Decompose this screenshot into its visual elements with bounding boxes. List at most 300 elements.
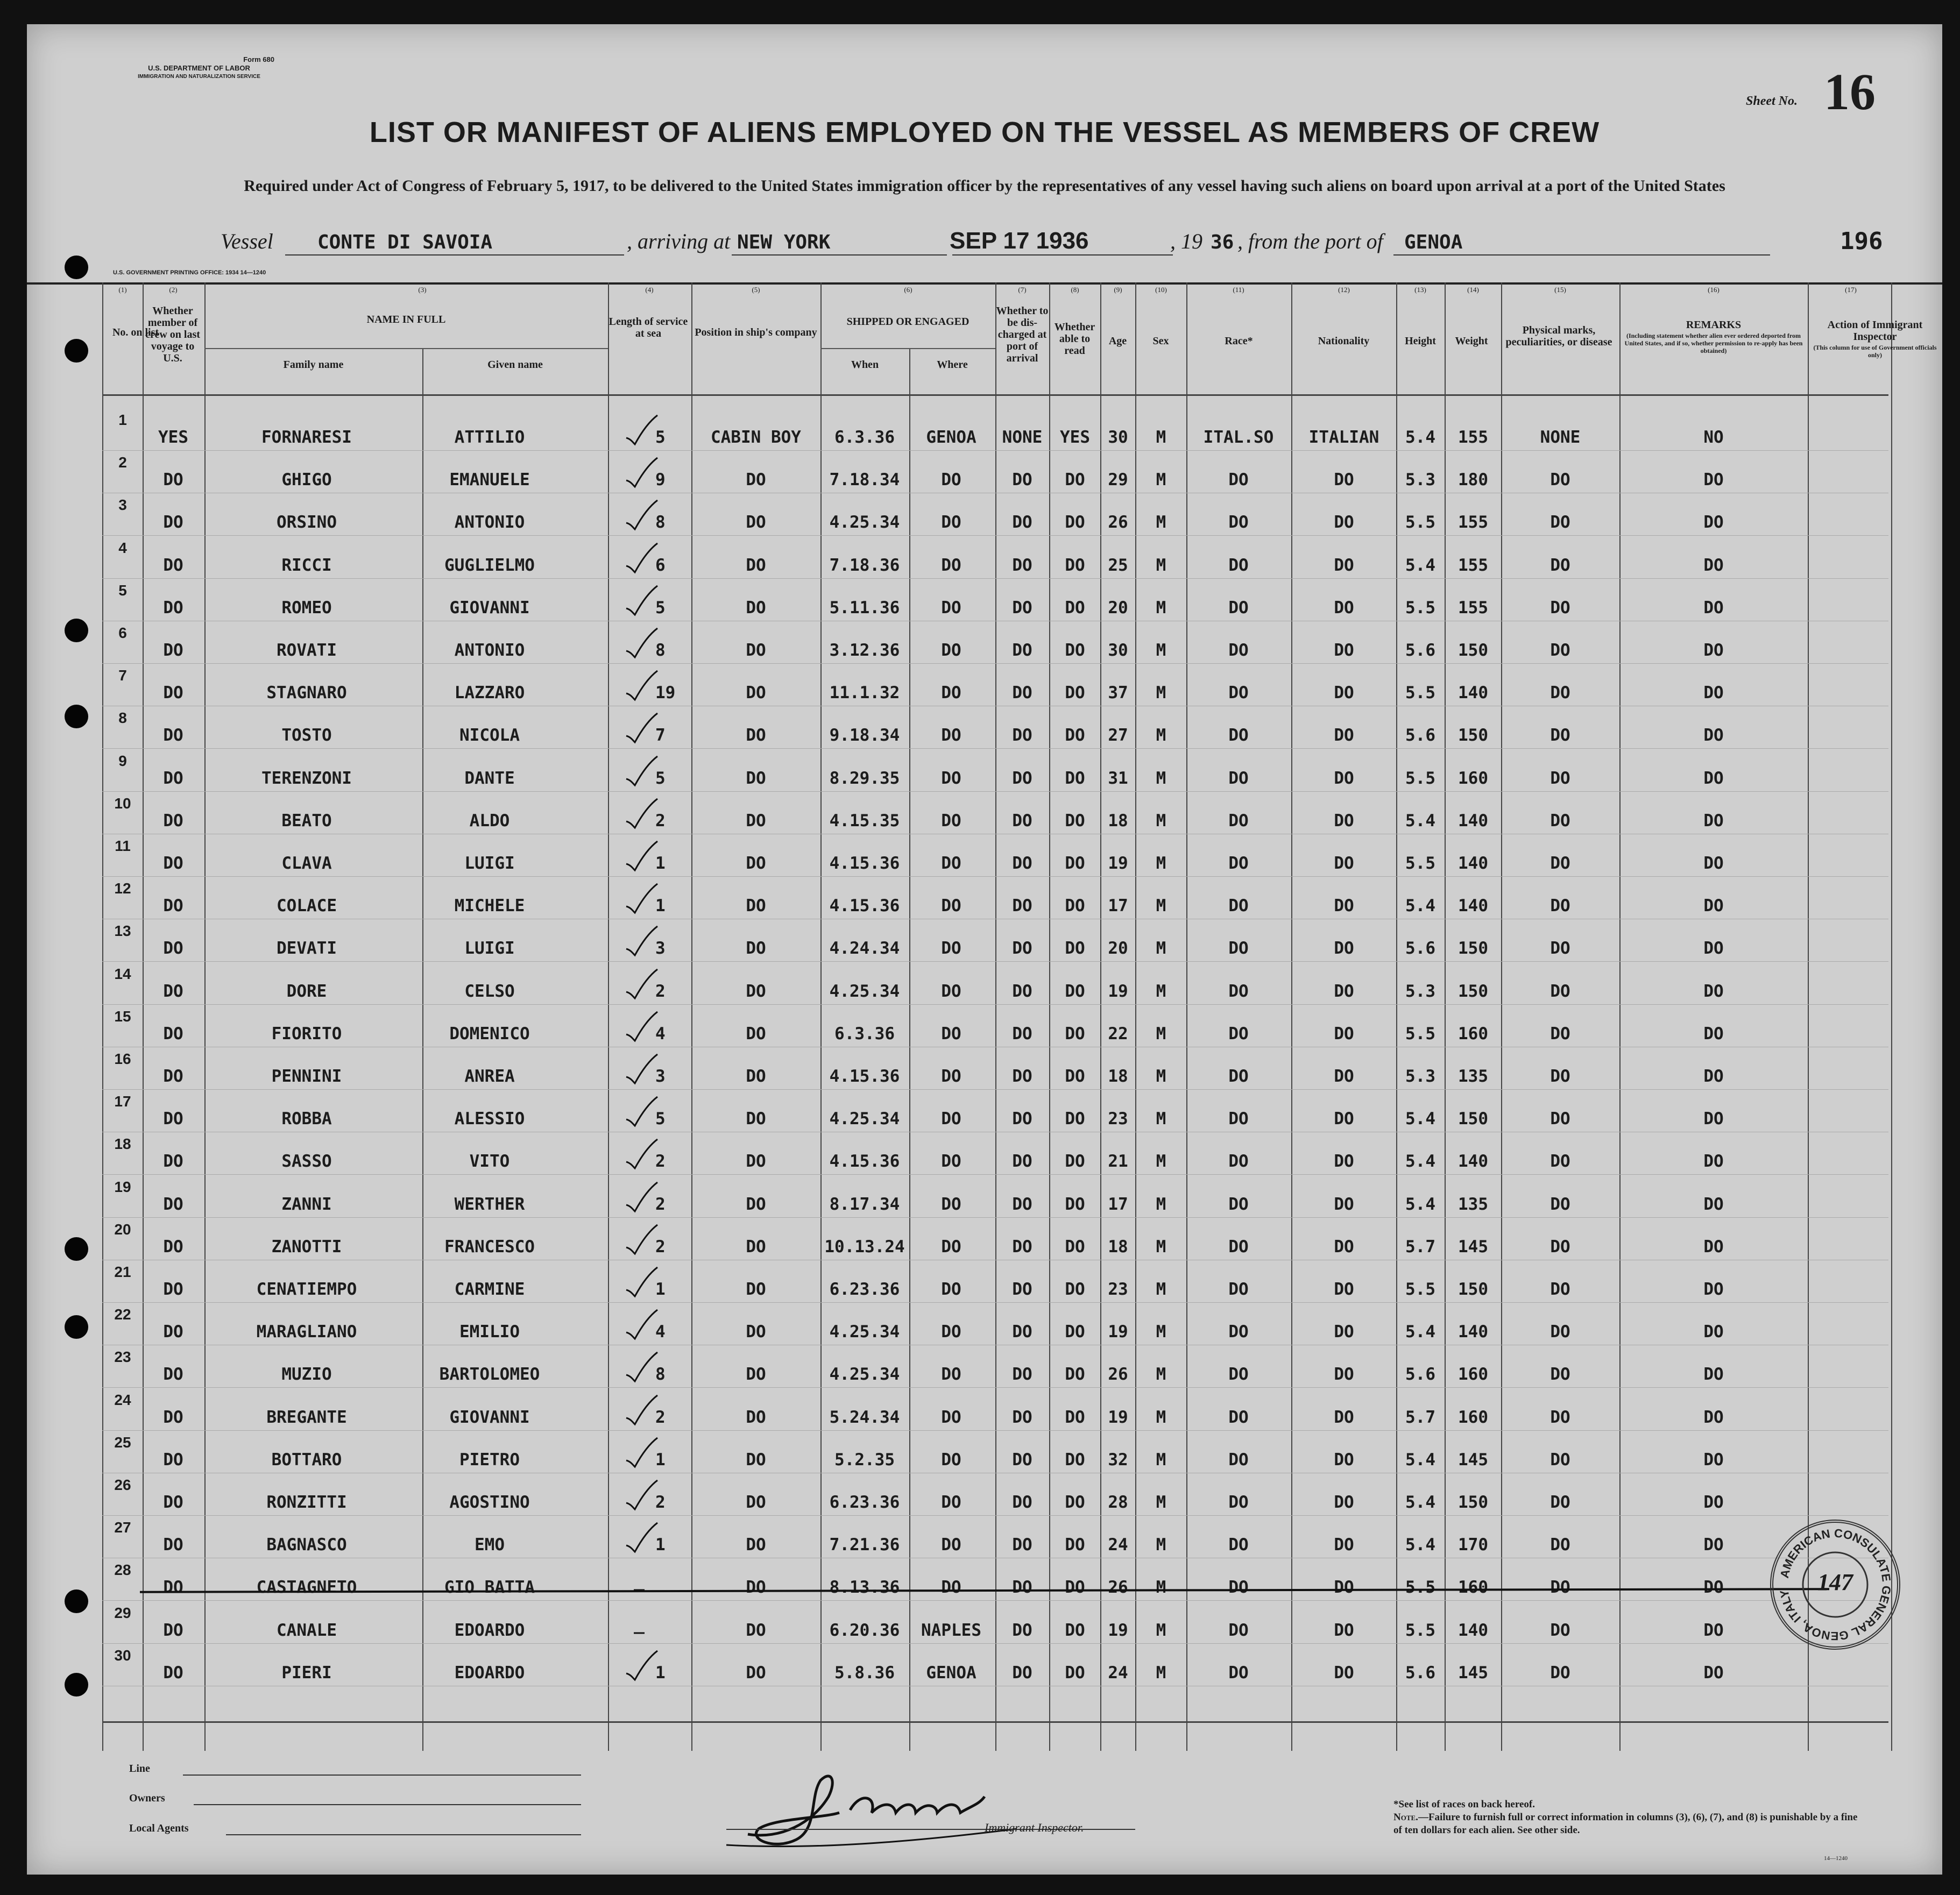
- cell-length: 1: [655, 896, 666, 916]
- cell-where: DO: [941, 1152, 961, 1172]
- cell-read: DO: [1065, 1067, 1085, 1086]
- column-divider: [1445, 282, 1446, 1751]
- cell-length: 2: [655, 1152, 666, 1172]
- cell-when: 4.25.34: [829, 1322, 900, 1342]
- column-divider: [102, 282, 103, 1751]
- column-divider: [691, 282, 692, 1751]
- cell-race: DO: [1228, 683, 1249, 703]
- cell-when: 4.25.34: [829, 513, 900, 533]
- row-number: 1: [118, 411, 127, 428]
- cell-sex: M: [1156, 768, 1166, 788]
- column-divider: [1186, 282, 1187, 1751]
- cell-length: 2: [655, 1237, 666, 1257]
- header-whether-member: Whether member of crew on last voyage to U.S.: [145, 305, 200, 364]
- cell-discharged: DO: [1012, 1194, 1032, 1214]
- cell-when: 3.12.36: [829, 641, 900, 660]
- svg-text:AMERICAN CONSULATE GENERAL GEN: AMERICAN CONSULATE GENERAL GENOA, ITALY: [1777, 1526, 1894, 1643]
- cell-discharged: DO: [1012, 1365, 1032, 1385]
- cell-physical: DO: [1550, 513, 1570, 533]
- cell-sex: M: [1156, 1407, 1166, 1427]
- column-number: (2): [169, 286, 178, 294]
- cell-position: DO: [746, 513, 766, 533]
- cell-nationality: DO: [1334, 1194, 1354, 1214]
- cell-family: BREGANTE: [266, 1407, 347, 1427]
- cell-nationality: DO: [1334, 1237, 1354, 1257]
- cell-age: 23: [1108, 1109, 1128, 1129]
- cell-family: STAGNARO: [266, 683, 347, 703]
- header-height: Height: [1405, 335, 1436, 347]
- cell-height: 5.6: [1405, 939, 1435, 959]
- cell-when: 8.29.35: [829, 768, 900, 788]
- cell-given: FRANCESCO: [444, 1237, 535, 1257]
- service-name: IMMIGRATION AND NATURALIZATION SERVICE: [138, 74, 260, 80]
- cell-position: DO: [746, 939, 766, 959]
- cell-position: DO: [746, 1365, 766, 1385]
- cell-weight: 160: [1458, 1024, 1488, 1044]
- row-rule: [102, 1217, 1888, 1218]
- cell-physical: DO: [1550, 683, 1570, 703]
- from-port: GENOA: [1404, 231, 1463, 253]
- cell-length: 2: [655, 1407, 666, 1427]
- cell-read: DO: [1065, 1450, 1085, 1470]
- cell-discharged: DO: [1012, 896, 1032, 916]
- cell-given: GUGLIELMO: [444, 555, 535, 575]
- cell-race: DO: [1228, 726, 1249, 746]
- cell-sex: M: [1156, 726, 1166, 746]
- cell-given: EMILIO: [459, 1322, 520, 1342]
- cell-read: DO: [1065, 555, 1085, 575]
- cell-remarks: DO: [1703, 1237, 1724, 1257]
- row-number: 2: [118, 454, 127, 471]
- cell-physical: DO: [1550, 811, 1570, 831]
- cell-member: DO: [163, 641, 183, 660]
- cell-discharged: DO: [1012, 1620, 1032, 1640]
- cell-length: 2: [655, 981, 666, 1001]
- year-suffix: 36: [1211, 231, 1234, 253]
- cell-remarks: DO: [1703, 1578, 1724, 1598]
- cell-position: CABIN BOY: [711, 428, 801, 447]
- header-position: Position in ship's company: [695, 327, 817, 338]
- sheet-number-label: Sheet No.: [1746, 94, 1798, 108]
- cell-nationality: DO: [1334, 683, 1354, 703]
- cell-when: 4.24.34: [829, 939, 900, 959]
- row-rule: [102, 578, 1888, 579]
- cell-where: DO: [941, 1535, 961, 1555]
- cell-height: 5.5: [1405, 598, 1435, 618]
- cell-weight: 135: [1458, 1194, 1488, 1214]
- header-name-in-full: NAME IN FULL: [366, 314, 446, 325]
- cell-sex: M: [1156, 1067, 1166, 1086]
- cell-given: AGOSTINO: [449, 1493, 530, 1512]
- cell-nationality: DO: [1334, 726, 1354, 746]
- cell-read: DO: [1065, 1280, 1085, 1299]
- cell-sex: M: [1156, 470, 1166, 490]
- cell-member: DO: [163, 1194, 183, 1214]
- column-number: (9): [1114, 286, 1122, 294]
- cell-member: DO: [163, 854, 183, 873]
- cell-family: ROBBA: [281, 1109, 332, 1129]
- cell-position: DO: [746, 1450, 766, 1470]
- cell-nationality: DO: [1334, 1067, 1354, 1086]
- cell-position: DO: [746, 1237, 766, 1257]
- cell-physical: DO: [1550, 1578, 1570, 1598]
- cell-family: ORSINO: [277, 513, 337, 533]
- cell-where: DO: [941, 1493, 961, 1512]
- check-mark-icon: [623, 1607, 661, 1645]
- cell-age: 22: [1108, 1024, 1128, 1044]
- from-port-label: , from the port of: [1237, 229, 1383, 253]
- cell-when: 6.20.36: [829, 1620, 900, 1640]
- cell-where: DO: [941, 811, 961, 831]
- cell-sex: M: [1156, 513, 1166, 533]
- column-number: (3): [418, 286, 427, 294]
- cell-given: DOMENICO: [449, 1024, 530, 1044]
- cell-read: DO: [1065, 1365, 1085, 1385]
- cell-read: DO: [1065, 1024, 1085, 1044]
- cell-age: 20: [1108, 598, 1128, 618]
- column-divider: [820, 282, 822, 1751]
- cell-remarks: DO: [1703, 470, 1724, 490]
- cell-age: 29: [1108, 470, 1128, 490]
- cell-race: DO: [1228, 598, 1249, 618]
- cell-remarks: DO: [1703, 1365, 1724, 1385]
- cell-given: LUIGI: [464, 854, 515, 873]
- cell-given: MICHELE: [454, 896, 525, 916]
- cell-race: DO: [1228, 555, 1249, 575]
- cell-height: 5.5: [1405, 1024, 1435, 1044]
- cell-discharged: DO: [1012, 1322, 1032, 1342]
- cell-read: DO: [1065, 981, 1085, 1001]
- cell-family: TOSTO: [281, 726, 332, 746]
- header-action-note: (This column for use of Government officials only): [1813, 344, 1937, 359]
- cell-physical: DO: [1550, 1620, 1570, 1640]
- cell-length: 2: [655, 1194, 666, 1214]
- cell-remarks: DO: [1703, 811, 1724, 831]
- row-number: 15: [114, 1007, 131, 1025]
- cell-height: 5.4: [1405, 1322, 1435, 1342]
- row-number: 28: [114, 1562, 131, 1579]
- cell-weight: 160: [1458, 1407, 1488, 1427]
- cell-weight: 155: [1458, 428, 1488, 447]
- cell-physical: DO: [1550, 555, 1570, 575]
- cell-physical: DO: [1550, 1663, 1570, 1683]
- cell-age: 17: [1108, 896, 1128, 916]
- cell-sex: M: [1156, 1194, 1166, 1214]
- cell-member: DO: [163, 1535, 183, 1555]
- cell-age: 18: [1108, 1237, 1128, 1257]
- cell-physical: DO: [1550, 470, 1570, 490]
- form-identifier: [91, 55, 307, 81]
- row-rule: [102, 748, 1888, 749]
- cell-height: 5.4: [1405, 1152, 1435, 1172]
- cell-age: 30: [1108, 641, 1128, 660]
- cell-height: 5.4: [1405, 1535, 1435, 1555]
- cell-family: FORNARESI: [261, 428, 352, 447]
- column-number: (6): [904, 286, 912, 294]
- row-rule: [102, 791, 1888, 792]
- cell-read: DO: [1065, 1237, 1085, 1257]
- cell-height: 5.4: [1405, 896, 1435, 916]
- cell-discharged: DO: [1012, 1663, 1032, 1683]
- cell-remarks: DO: [1703, 854, 1724, 873]
- cell-weight: 140: [1458, 854, 1488, 873]
- cell-weight: 145: [1458, 1450, 1488, 1470]
- cell-race: DO: [1228, 896, 1249, 916]
- row-number: 9: [118, 752, 127, 769]
- cell-race: DO: [1228, 1237, 1249, 1257]
- cell-member: DO: [163, 1109, 183, 1129]
- cell-sex: M: [1156, 1493, 1166, 1512]
- document-subtitle: Required under Act of Congress of February 5, 1917, to be delivered to the United States immigration officer by the representatives of any vessel having such aliens on board upon arrival at a port of the United States: [244, 177, 1725, 195]
- column-divider: [1396, 282, 1397, 1751]
- cell-where: DO: [941, 683, 961, 703]
- cell-physical: DO: [1550, 1109, 1570, 1129]
- cell-position: DO: [746, 1578, 766, 1598]
- cell-race: DO: [1228, 811, 1249, 831]
- cell-family: ROMEO: [281, 598, 332, 618]
- cell-remarks: DO: [1703, 598, 1724, 618]
- cell-where: DO: [941, 1450, 961, 1470]
- cell-discharged: NONE: [1002, 428, 1043, 447]
- row-rule: [102, 1643, 1888, 1644]
- cell-remarks: DO: [1703, 896, 1724, 916]
- cell-remarks: DO: [1703, 1024, 1724, 1044]
- cell-read: DO: [1065, 939, 1085, 959]
- stamp-number: 147: [1817, 1569, 1853, 1595]
- cell-nationality: DO: [1334, 1535, 1354, 1555]
- cell-height: 5.5: [1405, 513, 1435, 533]
- cell-nationality: DO: [1334, 1365, 1354, 1385]
- header-sex: Sex: [1152, 335, 1169, 347]
- cell-length: 2: [655, 1493, 666, 1512]
- cell-given: ATTILIO: [454, 428, 525, 447]
- cell-remarks: DO: [1703, 1493, 1724, 1512]
- cell-nationality: DO: [1334, 1493, 1354, 1512]
- cell-race: DO: [1228, 1663, 1249, 1683]
- footnote-penalty: [1393, 1811, 1867, 1837]
- cell-race: DO: [1228, 768, 1249, 788]
- cell-height: 5.5: [1405, 768, 1435, 788]
- cell-when: 8.17.34: [829, 1194, 900, 1214]
- cell-position: DO: [746, 726, 766, 746]
- cell-height: 5.5: [1405, 1280, 1435, 1299]
- cell-remarks: NO: [1703, 428, 1724, 447]
- cell-age: 27: [1108, 726, 1128, 746]
- cell-position: DO: [746, 896, 766, 916]
- cell-read: DO: [1065, 1407, 1085, 1427]
- cell-family: CLAVA: [281, 854, 332, 873]
- cell-discharged: DO: [1012, 1152, 1032, 1172]
- cell-family: ZANNI: [281, 1194, 332, 1214]
- cell-discharged: DO: [1012, 726, 1032, 746]
- cell-family: GHIGO: [281, 470, 332, 490]
- cell-member: DO: [163, 513, 183, 533]
- cell-family: CANALE: [277, 1620, 337, 1640]
- cell-remarks: DO: [1703, 555, 1724, 575]
- cell-nationality: DO: [1334, 1152, 1354, 1172]
- vessel-label: Vessel: [221, 229, 273, 253]
- cell-position: DO: [746, 683, 766, 703]
- row-number: 17: [114, 1093, 131, 1110]
- cell-read: DO: [1065, 811, 1085, 831]
- row-number: 22: [114, 1306, 131, 1323]
- cell-position: DO: [746, 811, 766, 831]
- cell-family: DEVATI: [277, 939, 337, 959]
- cell-member: DO: [163, 981, 183, 1001]
- cell-length: 1: [655, 854, 666, 873]
- cell-sex: M: [1156, 1535, 1166, 1555]
- cell-physical: DO: [1550, 981, 1570, 1001]
- cell-member: DO: [163, 1450, 183, 1470]
- cell-sex: M: [1156, 981, 1166, 1001]
- cell-weight: 145: [1458, 1663, 1488, 1683]
- cell-sex: M: [1156, 555, 1166, 575]
- cell-when: 5.8.36: [834, 1663, 895, 1683]
- cell-when: 4.15.36: [829, 896, 900, 916]
- cell-discharged: DO: [1012, 683, 1032, 703]
- date-stamp: SEP 17 1936: [950, 228, 1089, 254]
- row-number: 16: [114, 1051, 131, 1067]
- cell-where: DO: [941, 1237, 961, 1257]
- cell-remarks: DO: [1703, 981, 1724, 1001]
- cell-height: 5.5: [1405, 1578, 1435, 1598]
- cell-height: 5.5: [1405, 683, 1435, 703]
- cell-given: BARTOLOMEO: [439, 1365, 540, 1385]
- column-divider: [608, 282, 609, 1751]
- cell-when: 6.23.36: [829, 1493, 900, 1512]
- column-number: (1): [118, 286, 127, 294]
- column-number: (7): [1018, 286, 1027, 294]
- cell-given: GIOVANNI: [449, 1407, 530, 1427]
- cell-remarks: DO: [1703, 1067, 1724, 1086]
- cell-where: DO: [941, 726, 961, 746]
- cell-position: DO: [746, 1322, 766, 1342]
- cell-length: 3: [655, 939, 666, 959]
- cell-age: 18: [1108, 811, 1128, 831]
- column-divider: [204, 282, 206, 1751]
- note-text: —Failure to furnish full or correct information in columns (3), (6), (7), and (8) is punishable by a fine of ten dollars for each alien. See other side.: [1393, 1812, 1858, 1836]
- row-number: 21: [114, 1264, 131, 1280]
- cell-physical: DO: [1550, 1535, 1570, 1555]
- cell-family: TERENZONI: [261, 768, 352, 788]
- cell-nationality: DO: [1334, 1663, 1354, 1683]
- cell-sex: M: [1156, 896, 1166, 916]
- column-divider: [995, 282, 996, 1751]
- cell-remarks: DO: [1703, 1109, 1724, 1129]
- cell-family: MARAGLIANO: [256, 1322, 357, 1342]
- header-when: When: [851, 359, 879, 371]
- cell-race: DO: [1228, 1407, 1249, 1427]
- cell-member: DO: [163, 1280, 183, 1299]
- cell-member: YES: [158, 428, 188, 447]
- cell-physical: DO: [1550, 768, 1570, 788]
- row-rule: [102, 1387, 1888, 1388]
- cell-nationality: DO: [1334, 1578, 1354, 1598]
- cell-member: DO: [163, 1067, 183, 1086]
- cell-sex: M: [1156, 1152, 1166, 1172]
- row-number: 24: [114, 1391, 131, 1408]
- cell-sex: M: [1156, 1620, 1166, 1640]
- cell-age: 24: [1108, 1535, 1128, 1555]
- cell-family: PIERI: [281, 1663, 332, 1683]
- cell-when: 5.24.34: [829, 1407, 900, 1427]
- cell-nationality: DO: [1334, 470, 1354, 490]
- cell-length: 1: [655, 1280, 666, 1299]
- cell-given: ANTONIO: [454, 513, 525, 533]
- cell-weight: 140: [1458, 683, 1488, 703]
- cell-height: 5.4: [1405, 811, 1435, 831]
- cell-member: DO: [163, 1322, 183, 1342]
- row-number: 11: [115, 838, 131, 854]
- cell-age: 26: [1108, 1365, 1128, 1385]
- cell-age: 19: [1108, 1620, 1128, 1640]
- cell-discharged: DO: [1012, 1578, 1032, 1598]
- cell-member: DO: [163, 683, 183, 703]
- cell-nationality: DO: [1334, 513, 1354, 533]
- cell-sex: M: [1156, 1322, 1166, 1342]
- cell-weight: 140: [1458, 811, 1488, 831]
- cell-remarks: DO: [1703, 641, 1724, 660]
- cell-where: GENOA: [926, 428, 977, 447]
- cell-position: DO: [746, 1152, 766, 1172]
- cell-member: DO: [163, 1152, 183, 1172]
- cell-length: 8: [655, 1365, 666, 1385]
- cell-where: NAPLES: [921, 1620, 981, 1640]
- cell-family: COLACE: [277, 896, 337, 916]
- cell-member: DO: [163, 1024, 183, 1044]
- cell-height: 5.6: [1405, 1663, 1435, 1683]
- cell-physical: DO: [1550, 1407, 1570, 1427]
- cell-sex: M: [1156, 1280, 1166, 1299]
- cell-read: DO: [1065, 1535, 1085, 1555]
- row-rule: [102, 450, 1888, 451]
- cell-length: 1: [655, 1535, 666, 1555]
- cell-position: DO: [746, 1280, 766, 1299]
- cell-position: DO: [746, 641, 766, 660]
- cell-length: 3: [655, 1067, 666, 1086]
- cell-length: 1: [655, 1450, 666, 1470]
- cell-weight: 140: [1458, 1620, 1488, 1640]
- cell-discharged: DO: [1012, 470, 1032, 490]
- cell-length: 5: [655, 1109, 666, 1129]
- cell-height: 5.6: [1405, 726, 1435, 746]
- cell-given: EDOARDO: [454, 1620, 525, 1640]
- cell-where: DO: [941, 1067, 961, 1086]
- cell-weight: 140: [1458, 1322, 1488, 1342]
- cell-remarks: DO: [1703, 683, 1724, 703]
- cell-where: DO: [941, 1407, 961, 1427]
- local-agents-label: Local Agents: [129, 1822, 189, 1834]
- cell-given: CELSO: [464, 981, 515, 1001]
- header-no-on-list: No. on list: [112, 327, 159, 338]
- arriving-port: NEW YORK: [737, 231, 831, 253]
- cell-when: 7.21.36: [829, 1535, 900, 1555]
- column-number: (8): [1071, 286, 1079, 294]
- cell-where: GENOA: [926, 1663, 977, 1683]
- cell-age: 19: [1108, 1322, 1128, 1342]
- cell-height: 5.6: [1405, 1365, 1435, 1385]
- cell-weight: 150: [1458, 1280, 1488, 1299]
- cell-height: 5.3: [1405, 981, 1435, 1001]
- row-rule: [102, 535, 1888, 536]
- cell-read: DO: [1065, 683, 1085, 703]
- cell-race: DO: [1228, 1152, 1249, 1172]
- row-rule: [102, 1174, 1888, 1175]
- cell-where: DO: [941, 1024, 961, 1044]
- cell-where: DO: [941, 1365, 961, 1385]
- cell-age: 20: [1108, 939, 1128, 959]
- cell-given: ANREA: [464, 1067, 515, 1086]
